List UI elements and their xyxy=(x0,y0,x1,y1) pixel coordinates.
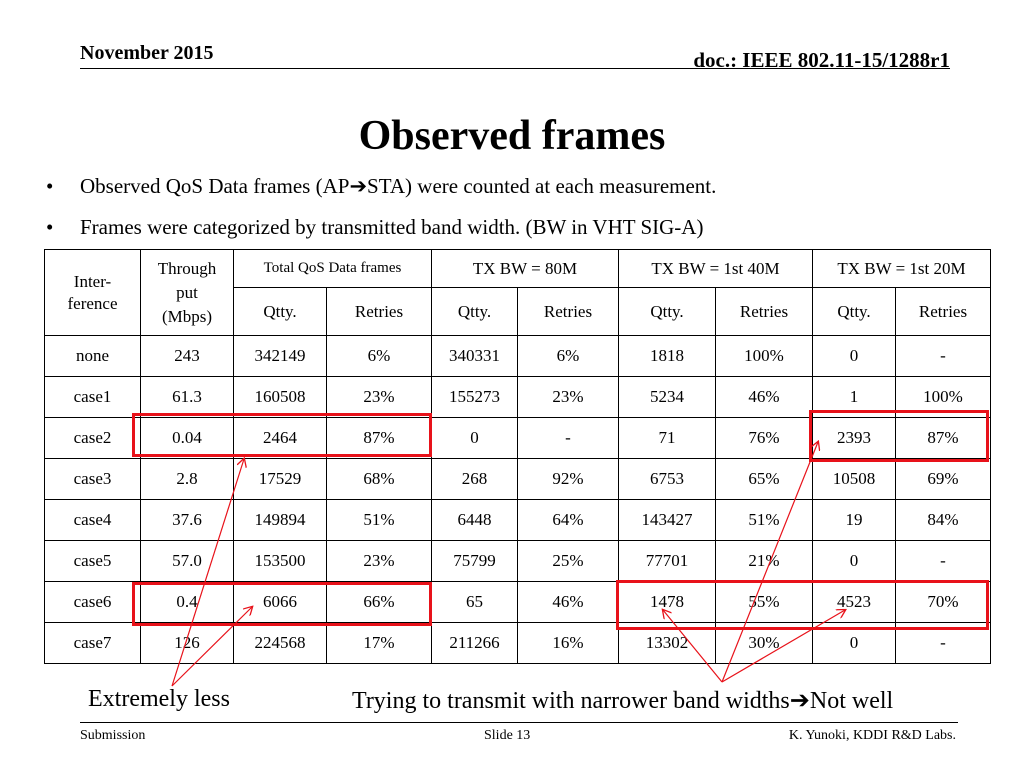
cell-bw80-qtty: 0 xyxy=(432,418,518,459)
cell-bw20-retries: 100% xyxy=(896,377,991,418)
cell-bw80-retries: 92% xyxy=(518,459,619,500)
cell-total-retries: 23% xyxy=(327,541,432,582)
cell-bw40-retries: 76% xyxy=(716,418,813,459)
cell-total-retries: 23% xyxy=(327,377,432,418)
cell-bw20-qtty: 0 xyxy=(813,541,896,582)
cell-total-qtty: 149894 xyxy=(234,500,327,541)
cell-bw40-qtty: 71 xyxy=(619,418,716,459)
cell-bw20-retries: - xyxy=(896,336,991,377)
bullet-dot: • xyxy=(46,174,54,198)
header-doc-id: doc.: IEEE 802.11-15/1288r1 xyxy=(693,48,950,72)
cell-total-qtty: 6066 xyxy=(234,582,327,623)
cell-total-retries: 87% xyxy=(327,418,432,459)
sub-header-qtty: Qtty. xyxy=(234,288,327,336)
cell-bw80-qtty: 75799 xyxy=(432,541,518,582)
cell-bw80-qtty: 6448 xyxy=(432,500,518,541)
cell-bw40-qtty: 1478 xyxy=(619,582,716,623)
cell-interference: case6 xyxy=(45,582,141,623)
cell-bw20-retries: 87% xyxy=(896,418,991,459)
cell-bw80-qtty: 268 xyxy=(432,459,518,500)
cell-interference: case2 xyxy=(45,418,141,459)
arrow-to-case6-20m xyxy=(722,610,845,682)
cell-bw20-retries: 69% xyxy=(896,459,991,500)
cell-bw20-qtty: 0 xyxy=(813,623,896,664)
arrow-right-icon: ➔ xyxy=(789,688,810,714)
cell-bw20-retries: - xyxy=(896,541,991,582)
cell-total-retries: 6% xyxy=(327,336,432,377)
group-header-20m: TX BW = 1st 20M xyxy=(813,250,991,288)
cell-total-retries: 17% xyxy=(327,623,432,664)
cell-total-qtty: 342149 xyxy=(234,336,327,377)
cell-bw80-qtty: 340331 xyxy=(432,336,518,377)
cell-total-retries: 51% xyxy=(327,500,432,541)
cell-throughput: 57.0 xyxy=(141,541,234,582)
sub-header-qtty: Qtty. xyxy=(619,288,716,336)
col-header-throughput: Through put (Mbps) xyxy=(141,250,234,336)
sub-header-retries: Retries xyxy=(518,288,619,336)
cell-total-qtty: 224568 xyxy=(234,623,327,664)
cell-throughput: 243 xyxy=(141,336,234,377)
cell-interference: case1 xyxy=(45,377,141,418)
cell-bw80-retries: 46% xyxy=(518,582,619,623)
arrow-to-case2 xyxy=(172,459,244,686)
sub-header-qtty: Qtty. xyxy=(813,288,896,336)
group-header-80m: TX BW = 80M xyxy=(432,250,619,288)
cell-bw40-retries: 65% xyxy=(716,459,813,500)
cell-bw20-retries: - xyxy=(896,623,991,664)
cell-bw40-retries: 100% xyxy=(716,336,813,377)
cell-bw40-retries: 21% xyxy=(716,541,813,582)
cell-bw80-qtty: 65 xyxy=(432,582,518,623)
cell-bw80-retries: 23% xyxy=(518,377,619,418)
cell-bw80-retries: 6% xyxy=(518,336,619,377)
cell-throughput: 0.04 xyxy=(141,418,234,459)
bullet-dot: • xyxy=(46,215,54,239)
cell-bw40-qtty: 5234 xyxy=(619,377,716,418)
cell-interference: case3 xyxy=(45,459,141,500)
cell-total-qtty: 160508 xyxy=(234,377,327,418)
caption-extremely-less: Extremely less xyxy=(88,686,230,712)
cell-interference: case5 xyxy=(45,541,141,582)
cell-bw40-qtty: 6753 xyxy=(619,459,716,500)
cell-bw80-qtty: 211266 xyxy=(432,623,518,664)
cell-bw80-retries: 25% xyxy=(518,541,619,582)
caption-narrower-bw xyxy=(352,686,893,715)
group-header-40m: TX BW = 1st 40M xyxy=(619,250,813,288)
footer-author: K. Yunoki, KDDI R&D Labs. xyxy=(788,728,956,743)
cell-bw80-qtty: 155273 xyxy=(432,377,518,418)
cell-bw80-retries: 64% xyxy=(518,500,619,541)
bullet-2-text: Frames were categorized by transmitted band width. (BW in VHT SIG-A) xyxy=(80,215,704,239)
sub-header-retries: Retries xyxy=(896,288,991,336)
sub-header-retries: Retries xyxy=(716,288,813,336)
cell-total-retries: 66% xyxy=(327,582,432,623)
col-header-interference: Inter- ference xyxy=(45,250,141,336)
cell-throughput: 37.6 xyxy=(141,500,234,541)
cell-bw20-qtty: 4523 xyxy=(813,582,896,623)
cell-interference: case4 xyxy=(45,500,141,541)
cell-bw40-retries: 51% xyxy=(716,500,813,541)
cell-throughput: 0.4 xyxy=(141,582,234,623)
caption-narrower-bw-pre: Trying to transmit with narrower band widths xyxy=(352,688,790,714)
caption-narrower-bw-post: Not well xyxy=(809,688,894,714)
cell-bw20-qtty: 19 xyxy=(813,500,896,541)
footer-slide-number: Slide 13 xyxy=(484,728,531,743)
sub-header-qtty: Qtty. xyxy=(432,288,518,336)
cell-bw40-qtty: 77701 xyxy=(619,541,716,582)
cell-bw20-qtty: 2393 xyxy=(813,418,896,459)
cell-bw20-qtty: 0 xyxy=(813,336,896,377)
cell-throughput: 126 xyxy=(141,623,234,664)
cell-throughput: 61.3 xyxy=(141,377,234,418)
footer-submission: Submission xyxy=(80,728,146,743)
header-date: November 2015 xyxy=(80,42,214,64)
cell-bw40-retries: 55% xyxy=(716,582,813,623)
footer-divider xyxy=(80,722,958,723)
cell-bw80-retries: 16% xyxy=(518,623,619,664)
sub-header-retries: Retries xyxy=(327,288,432,336)
cell-total-qtty: 17529 xyxy=(234,459,327,500)
cell-bw40-qtty: 143427 xyxy=(619,500,716,541)
cell-throughput: 2.8 xyxy=(141,459,234,500)
cell-total-retries: 68% xyxy=(327,459,432,500)
arrow-to-case6-40m xyxy=(663,610,722,682)
cell-bw20-retries: 70% xyxy=(896,582,991,623)
slide-title: Observed frames xyxy=(358,113,666,159)
cell-bw40-retries: 30% xyxy=(716,623,813,664)
cell-total-qtty: 2464 xyxy=(234,418,327,459)
group-header-total: Total QoS Data frames xyxy=(234,250,432,288)
cell-bw40-qtty: 13302 xyxy=(619,623,716,664)
cell-bw20-retries: 84% xyxy=(896,500,991,541)
cell-bw20-qtty: 10508 xyxy=(813,459,896,500)
arrow-right-icon: ➔ xyxy=(349,174,368,198)
cell-bw80-retries: - xyxy=(518,418,619,459)
arrow-to-case2-20m xyxy=(722,442,818,682)
cell-interference: none xyxy=(45,336,141,377)
cell-bw20-qtty: 1 xyxy=(813,377,896,418)
cell-bw40-retries: 46% xyxy=(716,377,813,418)
cell-interference: case7 xyxy=(45,623,141,664)
cell-bw40-qtty: 1818 xyxy=(619,336,716,377)
cell-total-qtty: 153500 xyxy=(234,541,327,582)
bullet-1-text-pre: Observed QoS Data frames (AP xyxy=(80,174,350,198)
bullet-1-text-post: STA) were counted at each measurement. xyxy=(367,174,717,198)
